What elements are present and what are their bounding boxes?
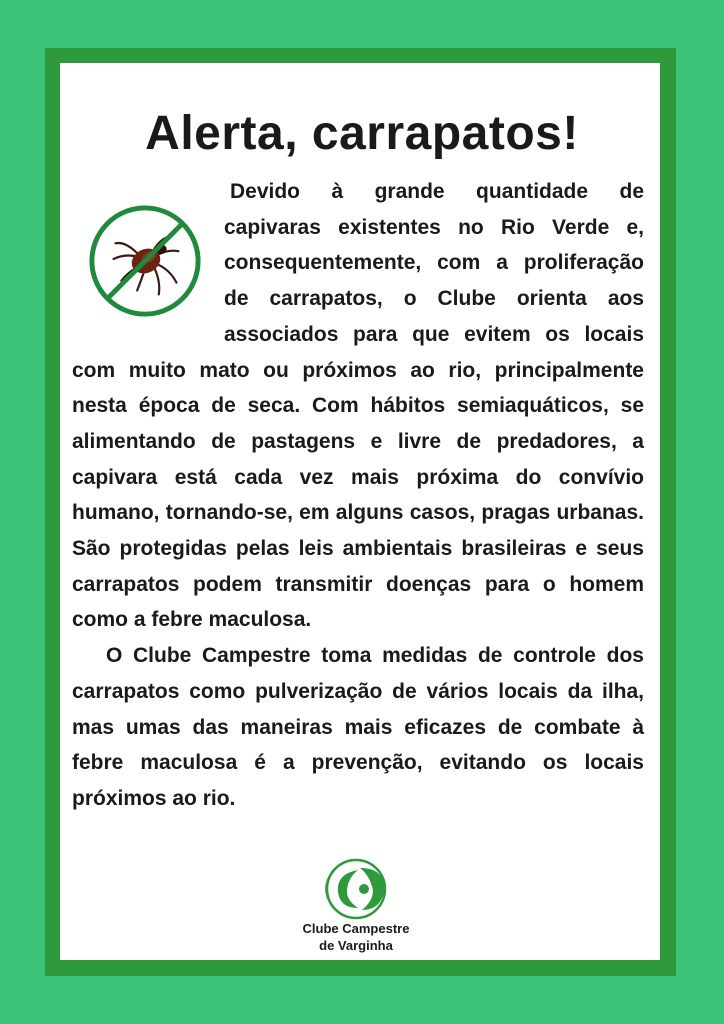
club-name-line-2: de Varginha bbox=[319, 938, 393, 953]
paragraph-capivaras: Devido à grande quantidade de capivaras existentes no Rio Verde e, consequentemente, com a proliferação de carrapatos, o Clube orienta aos associados para que evitem os locais com muito mato ou próximos ao rio, principalmente nesta época de seca. Com hábitos semiaquáticos, se alimentando de pastagens e livre de predadores, a capivara está cada vez mais próxima do convívio humano, tornando-se, em alguns casos, pragas urbanas. São protegidas pelas leis ambientais brasileiras e seus carrapatos podem transmitir doenças para o homem como a febre maculosa. bbox=[72, 180, 644, 632]
paragraph-club-measures: O Clube Campestre toma medidas de controle dos carrapatos como pulverização de vários locais da ilha, mas umas das maneiras mais eficazes de combate à febre maculosa é a prevenção, evitando os locais próximos ao rio. bbox=[72, 644, 644, 810]
poster-title: Alerta, carrapatos! bbox=[145, 107, 579, 160]
club-name-line-1: Clube Campestre bbox=[302, 921, 410, 936]
club-logo-icon bbox=[314, 858, 398, 920]
poster-body bbox=[72, 174, 644, 817]
club-name bbox=[270, 920, 442, 954]
no-ticks-icon bbox=[86, 202, 204, 320]
